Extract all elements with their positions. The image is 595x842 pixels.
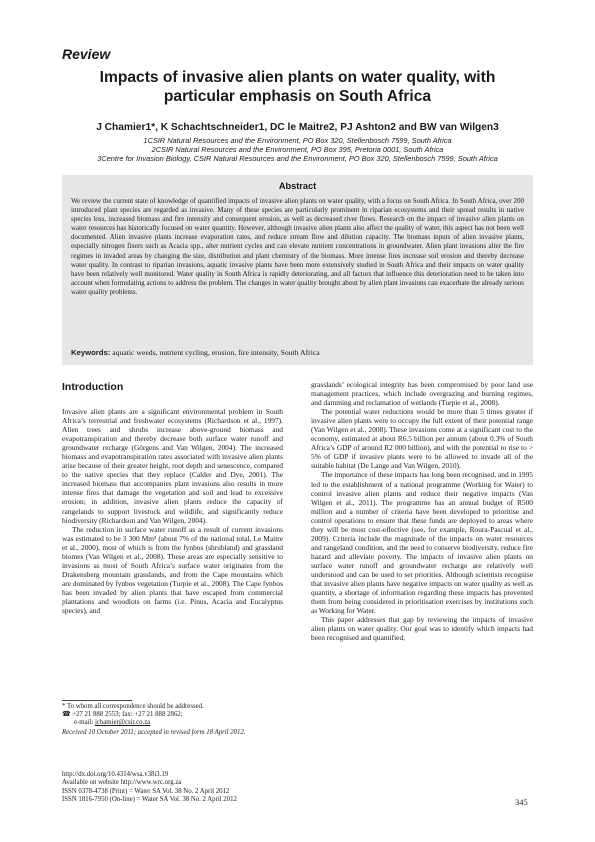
keywords-text: aquatic weeds, nutrient cycling, erosion, fire intensity, South Africa — [112, 348, 320, 357]
abstract-heading: Abstract — [278, 181, 317, 191]
issn-print: ISSN 0378-4738 (Print) = Water SA Vol. 38 No. 2 April 2012 — [62, 788, 230, 795]
right-paragraph-1: grasslands’ ecological integrity has been compromised by poor land use management practices, which include overgrazing and burning regimes, and damming and reclamation of wetlands (Turpie et al., 2008). — [311, 380, 533, 408]
section-label: Review — [62, 46, 111, 62]
right-paragraph-3: The importance of these impacts has long been recognised, and in 1995 led to the establishment of a national programme (Working for Water) to control invasive alien plants and reduce their negative impacts (Van Wilgen et al., 2011). The programme has an annual budget of R500 million and a number of criteria have been developed to prioritise and control operations to ensure that these funds are deployed to areas where they will be most cost-effective (see, for example, Roura-Pascual et al., 2009). Criteria include the magnitude of the impacts on water resources and rangeland condition, and the need to conserve biodiversity, reduce fire hazard and alleviate poverty. The impacts of invasive alien plants on surface water runoff and groundwater recharge are relatively well understood and can be used to set priorities. Although scientists recognise that invasive alien plants have negative impacts on water quality as well as quantity, a shortage of information regarding these impacts has prevented them from being considered in prioritisation exercises by institutions such as Working for Water. — [311, 470, 533, 616]
keywords — [71, 348, 524, 357]
introduction-heading: Introduction — [62, 381, 124, 393]
email-label: e-mail: — [74, 719, 94, 726]
abstract-text: We review the current state of knowledge of quantified impacts of invasive alien plants on water quality, with a focus on South Africa. In South Africa, over 200 introduced plant species are regarded as invasive. Many of these species are particularly prominent in riparian ecosystems and their spread results in native species loss, increased biomass and fire intensity and consequent erosion, as well as decreased river flows. Research on the impact of invasive alien plants on water resources has historically focused on water quantity. However, although invasive alien plants also affect the quality of water, this aspect has not been well documented. Alien invasive plants increase evaporation rates, and reduce stream flow and dilution capacity. The biomass inputs of alien invasive plants, especially nitrogen fixers such as Acacia spp., alter nutrient cycles and can elevate nutrient concentrations in groundwater. Alien plant invasions alter the fire regimes in invaded areas by changing the size, distribution and plant chemistry of the biomass. More intense fires increase soil erosion and thereby decrease water quality. In contrast to riparian invasions, aquatic invasive plants have been more extensively studied in South Africa and their impacts on water quality have been relatively well monitored. Water quality in South Africa is rapidly deteriorating, and all factors that influence this deterioration need to be taken into account when formulating actions to address the problem. The changes in water quality brought about by alien plant invasions can exacerbate the already serious water quality problems. — [71, 197, 524, 296]
right-paragraph-2: The potential water reductions would be more than 5 times greater if invasive alien plants were to occupy the full extent of their potential range (Van Wilgen et al., 2008). These invasions come at a significant cost to the economy, estimated at about R6.5 billion per annum (about 0.3% of South Africa’s GDP of around R2 000 billion), and with the potential to rise to > 5% of GDP if invasive plants were to be allowed to invade all of the suitable habitat (De Lange and Van Wilgen, 2010). — [311, 407, 533, 471]
paper-title — [70, 68, 525, 106]
footnote-phone: ☎ +27 21 888 2553; fax: +27 21 888 2862; — [62, 711, 183, 718]
title-line-2: particular emphasis on South Africa — [163, 88, 432, 105]
website-line: Available on website http://www.wrc.org.za — [62, 779, 182, 786]
footnote-email-line — [62, 719, 150, 727]
intro-paragraph-1: Invasive alien plants are a significant environmental problem in South Africa’s terrestrial and freshwater ecosystems (Richardson et al., 1997). Alien trees and shrubs increase above-ground biomass and evapotranspiration and thereby decrease both surface water runoff and groundwater recharge (Görgens and Van Wilgen, 2004). The increased biomass and evapotranspiration rates associated with invasive alien plants arise because of their greater height, root depth and senescence, compared to the native species that they replace (Calder and Dye, 2001). The increased biomass that accompanies plant invasions also results in more intense fires that damage the vegetation and soil and lead to excessive erosion; in addition, invasive alien plants reduce the capacity of rangelands to support livestock and wildlife, and significantly reduce biodiversity (Richardson and Van Wilgen, 2004). — [62, 407, 283, 525]
right-paragraph-4: This paper addresses that gap by reviewing the impacts of invasive alien plants on water quality. Our goal was to identify which impacts had been recognised and quantified, — [311, 615, 533, 643]
right-column — [311, 380, 533, 642]
intro-paragraph-2: The reduction in surface water runoff as a result of current invasions was estimated to be 3 300 Mm³ (about 7% of the national total, Le Maitre et al., 2000), most of which is from the fynbos (shrubland) and grassland biomes (Van Wilgen et al., 2008). These areas are especially sensitive to invasions as most of South Africa’s surface water originates from the Drakensberg mountain grasslands, and from the Cape mountains which are dominated by fynbos vegetation (Turpie et al., 2008). The Cape fynbos has been invaded by alien plants that have escaped from commercial plantations and woodlots on farms (i.e. Pinus, Acacia and Eucalyptus species), and — [62, 524, 283, 616]
doi-link[interactable]: http://dx.doi.org/10.4314/wsa.v38i3.19 — [62, 771, 169, 778]
page-number: 345 — [515, 797, 528, 807]
keywords-label: Keywords: — [71, 348, 111, 357]
received-note: Received 10 October 2011; accepted in revised form 18 April 2012. — [62, 729, 246, 736]
affiliation-3: 3Centre for Invasion Biology, CSIR Natural Resources and the Environment, PO Box 320, Stellenbosch 7599, South Africa — [97, 154, 498, 163]
left-column — [62, 407, 283, 615]
email-link[interactable]: jchamier@csir.co.za — [94, 719, 151, 726]
footnote-rule — [62, 700, 132, 701]
title-line-1: Impacts of invasive alien plants on water quality, with — [99, 69, 496, 86]
affiliation-2: 2CSIR Natural Resources and the Environment, PO Box 395, Pretoria 0001, South Africa — [151, 145, 444, 154]
footnote-correspondence: * To whom all correspondence should be addressed. — [62, 703, 204, 710]
issn-online: ISSN 1816-7950 (On-line) = Water SA Vol. 38 No. 2 April 2012 — [62, 796, 237, 803]
author-list: J Chamier1*, K Schachtschneider1, DC le Maitre2, PJ Ashton2 and BW van Wilgen3 — [96, 122, 499, 133]
affiliation-1: 1CSIR Natural Resources and the Environment, PO Box 320, Stellenbosch 7599, South Africa — [143, 136, 452, 145]
